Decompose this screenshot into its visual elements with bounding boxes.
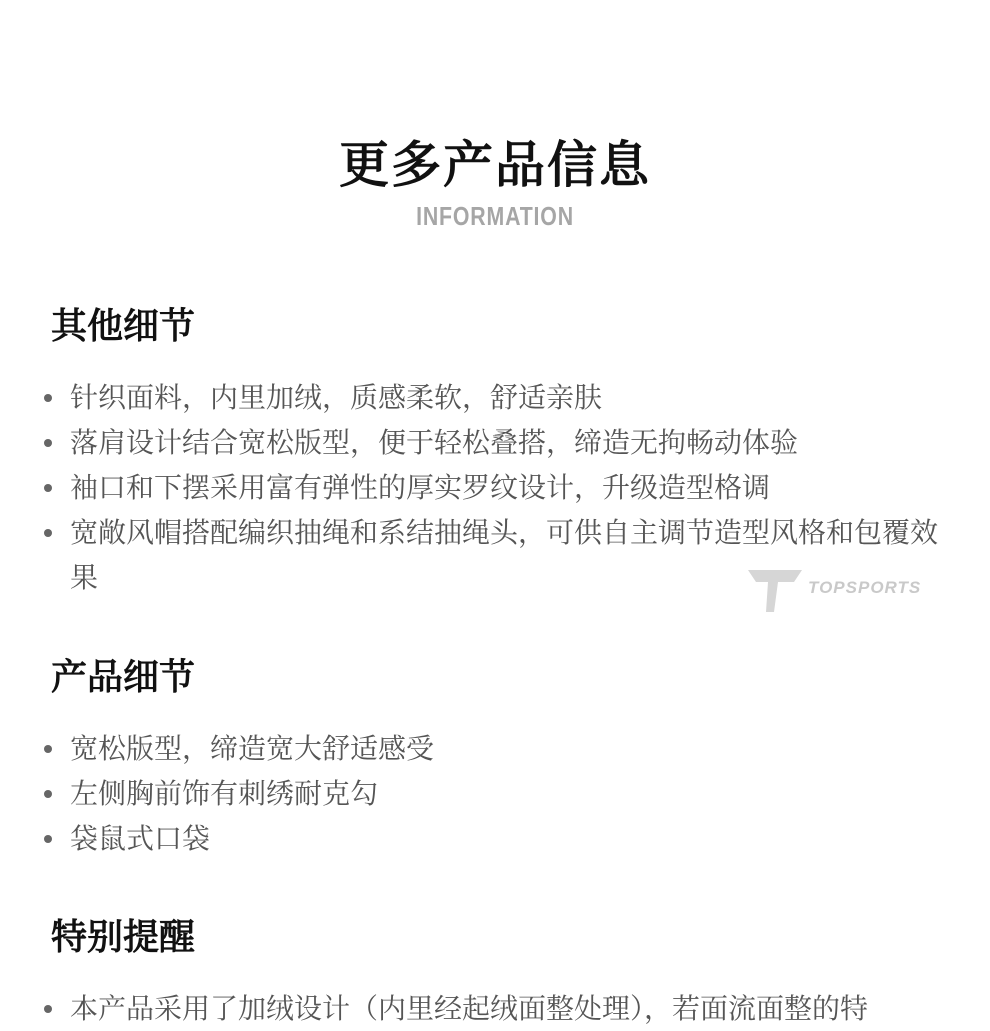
section-heading: 特别提醒 xyxy=(51,917,196,958)
section-heading: 其他细节 xyxy=(51,306,196,347)
page-subtitle: INFORMATION xyxy=(416,201,574,231)
watermark-text: TOPSPORTS xyxy=(808,578,922,597)
bullet-list xyxy=(0,986,990,1031)
list-item: 本产品采用了加绒设计（内里经起绒面整处理），若面流面整的特 xyxy=(0,986,990,1031)
list-item: 宽敞风帽搭配编织抽绳和系结抽绳头，可供自主调节造型风格和包覆效果 xyxy=(0,510,990,600)
topsports-watermark xyxy=(748,566,938,616)
topsports-logo-icon xyxy=(748,566,808,616)
list-item: 针织面料，内里加绒，质感柔软，舒适亲肤 xyxy=(0,375,990,420)
section-heading: 产品细节 xyxy=(51,657,196,698)
list-item: 落肩设计结合宽松版型，便于轻松叠搭，缔造无拘畅动体验 xyxy=(0,420,990,465)
page-title: 更多产品信息 xyxy=(339,136,651,194)
list-item: 袋鼠式口袋 xyxy=(0,816,990,861)
list-item: 袖口和下摆采用富有弹性的厚实罗纹设计，升级造型格调 xyxy=(0,465,990,510)
bullet-list xyxy=(0,726,990,861)
list-item: 左侧胸前饰有刺绣耐克勾 xyxy=(0,771,990,816)
list-item: 宽松版型，缔造宽大舒适感受 xyxy=(0,726,990,771)
